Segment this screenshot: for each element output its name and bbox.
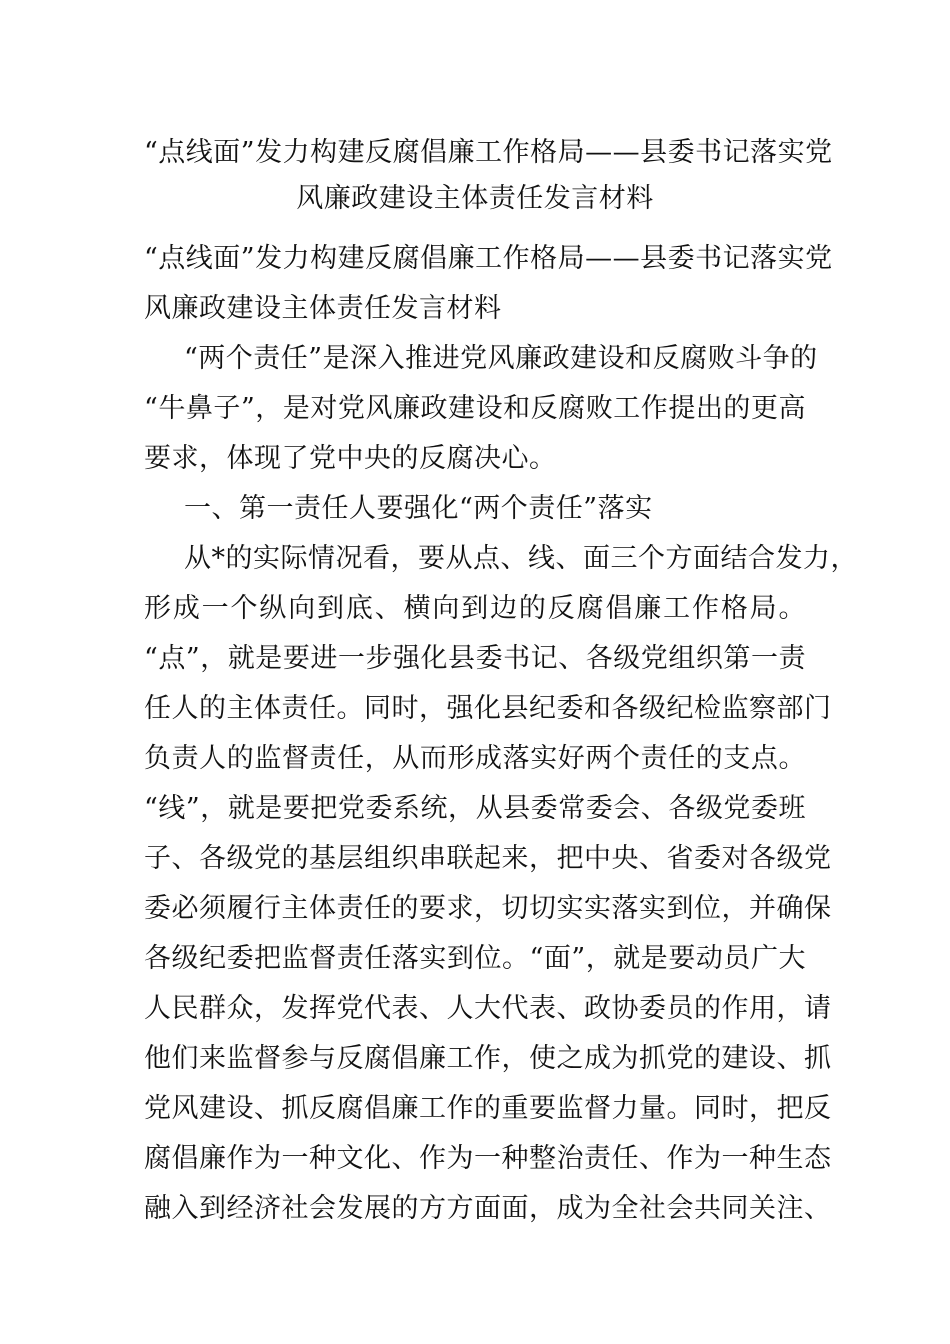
paragraph-line: 从*的实际情况看，要从点、线、面三个方面结合发力， — [184, 543, 858, 574]
paragraph-line: 委必须履行主体责任的要求，切切实实落实到位，并确保 — [144, 893, 832, 924]
paragraph-line: 子、各级党的基层组织串联起来，把中央、省委对各级党 — [144, 843, 832, 874]
paragraph-line: 要求，体现了党中央的反腐决心。 — [144, 443, 557, 474]
paragraph-line: 他们来监督参与反腐倡廉工作，使之成为抓党的建设、抓 — [144, 1043, 832, 1074]
title-line-2: 风廉政建设主体责任发言材料 — [296, 183, 654, 214]
repeated-title-line-1: “点线面”发力构建反腐倡廉工作格局——县委书记落实党 — [144, 243, 833, 274]
document-title — [144, 130, 833, 222]
section-heading: 一、第一责任人要强化“两个责任”落实 — [184, 493, 653, 524]
paragraph-line: 形成一个纵向到底、横向到边的反腐倡廉工作格局。 — [144, 593, 806, 624]
document-body — [144, 234, 858, 1234]
paragraph-line: “两个责任”是深入推进党风廉政建设和反腐败斗争的 — [184, 343, 818, 374]
paragraph-line: “牛鼻子”，是对党风廉政建设和反腐败工作提出的更高 — [144, 393, 806, 424]
paragraph-line: 任人的主体责任。同时，强化县纪委和各级纪检监察部门 — [144, 693, 832, 724]
paragraph-line: 腐倡廉作为一种文化、作为一种整治责任、作为一种生态 — [144, 1143, 832, 1174]
paragraph-line: 融入到经济社会发展的方方面面，成为全社会共同关注、 — [144, 1193, 832, 1224]
paragraph-line: “点”，就是要进一步强化县委书记、各级党组织第一责 — [144, 643, 806, 674]
paragraph-line: 负责人的监督责任，从而形成落实好两个责任的支点。 — [144, 743, 806, 774]
paragraph-line: 人民群众，发挥党代表、人大代表、政协委员的作用，请 — [144, 993, 832, 1024]
paragraph-line: 各级纪委把监督责任落实到位。“面”，就是要动员广大 — [144, 943, 806, 974]
paragraph-line: 党风建设、抓反腐倡廉工作的重要监督力量。同时，把反 — [144, 1093, 832, 1124]
title-line-1: “点线面”发力构建反腐倡廉工作格局——县委书记落实党 — [144, 137, 833, 168]
paragraph-line: “线”，就是要把党委系统，从县委常委会、各级党委班 — [144, 793, 806, 824]
repeated-title-line-2: 风廉政建设主体责任发言材料 — [144, 293, 502, 324]
